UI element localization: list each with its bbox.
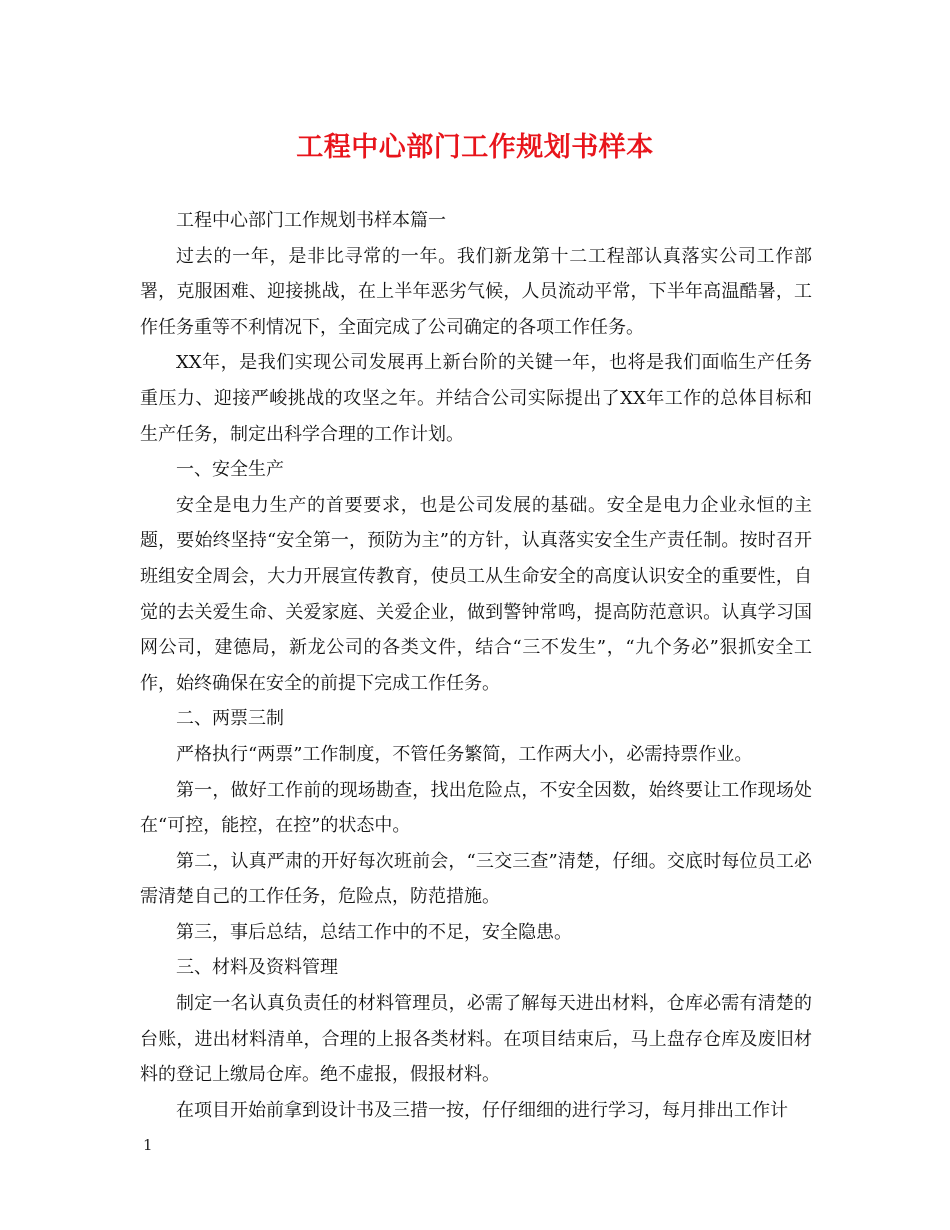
document-body	[140, 203, 812, 1128]
paragraph-review: 过去的一年，是非比寻常的一年。我们新龙第十二工程部认真落实公司工作部署，克服困难、迎接挑战，在上半年恶劣气候，人员流动平常，下半年高温酷暑，工作任务重等不利情况下，全面完成了公司确定的各项工作任务。	[140, 245, 812, 338]
paragraph-tickets: 严格执行“两票”工作制度，不管任务繁简，工作两大小，必需持票作业。	[176, 743, 753, 765]
paragraph-materials: 制定一名认真负责任的材料管理员，必需了解每天进出材料，仓库必需有清楚的台账，进出材料清单，合理的上报各类材料。在项目结束后，马上盘存仓库及废旧材料的登记上缴局仓库。绝不虚报，假报材料。	[140, 993, 812, 1086]
section-heading-safety: 一、安全生产	[176, 459, 284, 481]
paragraph-second: 第二，认真严肃的开好每次班前会，“三交三查”清楚，仔细。交底时每位员工必需清楚自己的工作任务，危险点，防范措施。	[140, 850, 812, 908]
document-title: 工程中心部门工作规划书样本	[296, 132, 654, 163]
paragraph-third: 第三，事后总结，总结工作中的不足，安全隐患。	[176, 921, 572, 943]
paragraph-goals: XX年，是我们实现公司发展再上新台阶的关键一年，也将是我们面临生产任务重压力、迎接严峻挑战的攻坚之年。并结合公司实际提出了XX年工作的总体目标和生产任务，制定出科学合理的工作计划。	[140, 352, 812, 445]
paragraph-first: 第一，做好工作前的现场勘查，找出危险点，不安全因数，始终要让工作现场处在“可控，能控，在控”的状态中。	[140, 779, 812, 837]
paragraph-safety: 安全是电力生产的首要要求，也是公司发展的基础。安全是电力企业永恒的主题，要始终坚持“安全第一，预防为主”的方针，认真落实安全生产责任制。按时召开班组安全周会，大力开展宣传教育，使员工从生命安全的高度认识安全的重要性，自觉的去关爱生命、关爱家庭、关爱企业，做到警钟常鸣，提高防范意识。认真学习国网公司，建德局，新龙公司的各类文件，结合“三不发生”，“九个务必”狠抓安全工作，始终确保在安全的前提下完成工作任务。	[140, 494, 812, 694]
section-heading-materials: 三、材料及资料管理	[176, 957, 338, 979]
section-heading-part-one: 工程中心部门工作规划书样本篇一	[176, 210, 446, 231]
paragraph-project-start: 在项目开始前拿到设计书及三措一按，仔仔细细的进行学习，每月排出工作计	[176, 1099, 788, 1121]
page-number: 1	[143, 1136, 153, 1154]
section-heading-two-tickets: 二、两票三制	[176, 708, 284, 730]
